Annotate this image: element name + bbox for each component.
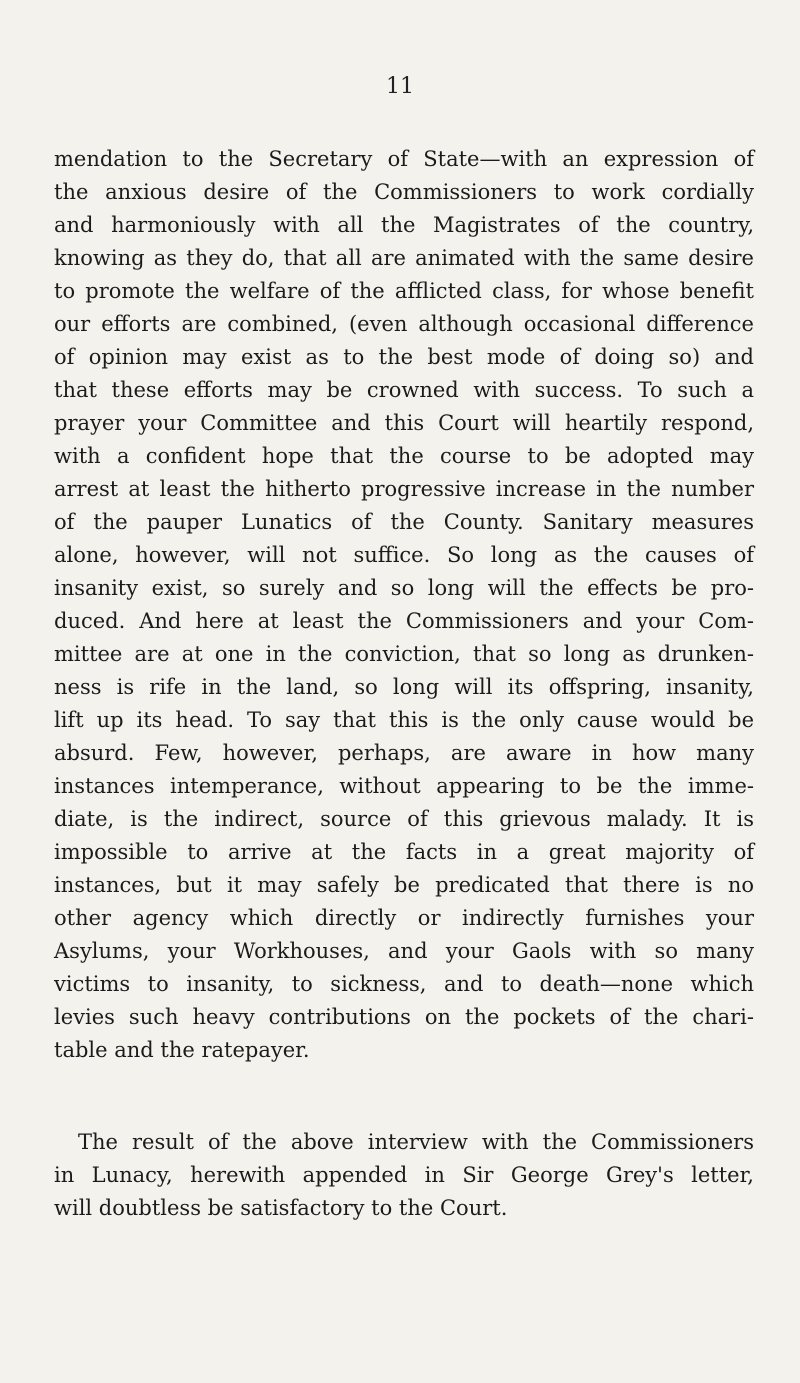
text-line: instances intemperance, without appearing to be the imme-: [54, 774, 754, 798]
text-line: that these efforts may be crowned with success. To such a: [54, 378, 754, 402]
text-line: mittee are at one in the conviction, that so long as drunken-: [54, 642, 754, 666]
text-line: arrest at least the hitherto progressive increase in the number: [54, 477, 754, 501]
text-line: with a confident hope that the course to be adopted may: [54, 444, 754, 468]
text-line: and harmoniously with all the Magistrates of the country,: [54, 213, 754, 237]
text-line: will doubtless be satisfactory to the Court.: [54, 1196, 508, 1220]
text-line: duced. And here at least the Commissioners and your Com-: [54, 609, 754, 633]
text-line: levies such heavy contributions on the pockets of the chari-: [54, 1005, 754, 1029]
text-line: victims to insanity, to sickness, and to death—none which: [54, 972, 754, 996]
text-line: insanity exist, so surely and so long will the effects be pro-: [54, 576, 754, 600]
text-line: of opinion may exist as to the best mode of doing so) and: [54, 345, 754, 369]
text-line: our efforts are combined, (even although occasional difference: [54, 312, 754, 336]
text-line: impossible to arrive at the facts in a great majority of: [54, 840, 754, 864]
page-number: 11: [386, 74, 414, 99]
text-line: instances, but it may safely be predicated that there is no: [54, 873, 754, 897]
text-line: in Lunacy, herewith appended in Sir George Grey's letter,: [54, 1163, 754, 1187]
text-line: Asylums, your Workhouses, and your Gaols with so many: [54, 939, 754, 963]
text-line: knowing as they do, that all are animated with the same desire: [54, 246, 754, 270]
text-line: The result of the above interview with the Commissioners: [78, 1130, 754, 1154]
text-line: lift up its head. To say that this is the only cause would be: [54, 708, 754, 732]
text-line: ness is rife in the land, so long will its offspring, insanity,: [54, 675, 754, 699]
text-line: other agency which directly or indirectly furnishes your: [54, 906, 754, 930]
text-line: of the pauper Lunatics of the County. Sanitary measures: [54, 510, 754, 534]
text-line: mendation to the Secretary of State—with an expression of: [54, 147, 754, 171]
text-line: prayer your Committee and this Court will heartily respond,: [54, 411, 754, 435]
text-line: absurd. Few, however, perhaps, are aware in how many: [54, 741, 754, 765]
text-line: to promote the welfare of the afflicted class, for whose benefit: [54, 279, 754, 303]
text-line: table and the ratepayer.: [54, 1038, 310, 1062]
paragraph-2: [54, 1126, 754, 1225]
paragraph-1: [54, 143, 754, 1067]
text-line: alone, however, will not suffice. So long as the causes of: [54, 543, 754, 567]
text-line: diate, is the indirect, source of this grievous malady. It is: [54, 807, 754, 831]
text-line: the anxious desire of the Commissioners to work cordially: [54, 180, 754, 204]
